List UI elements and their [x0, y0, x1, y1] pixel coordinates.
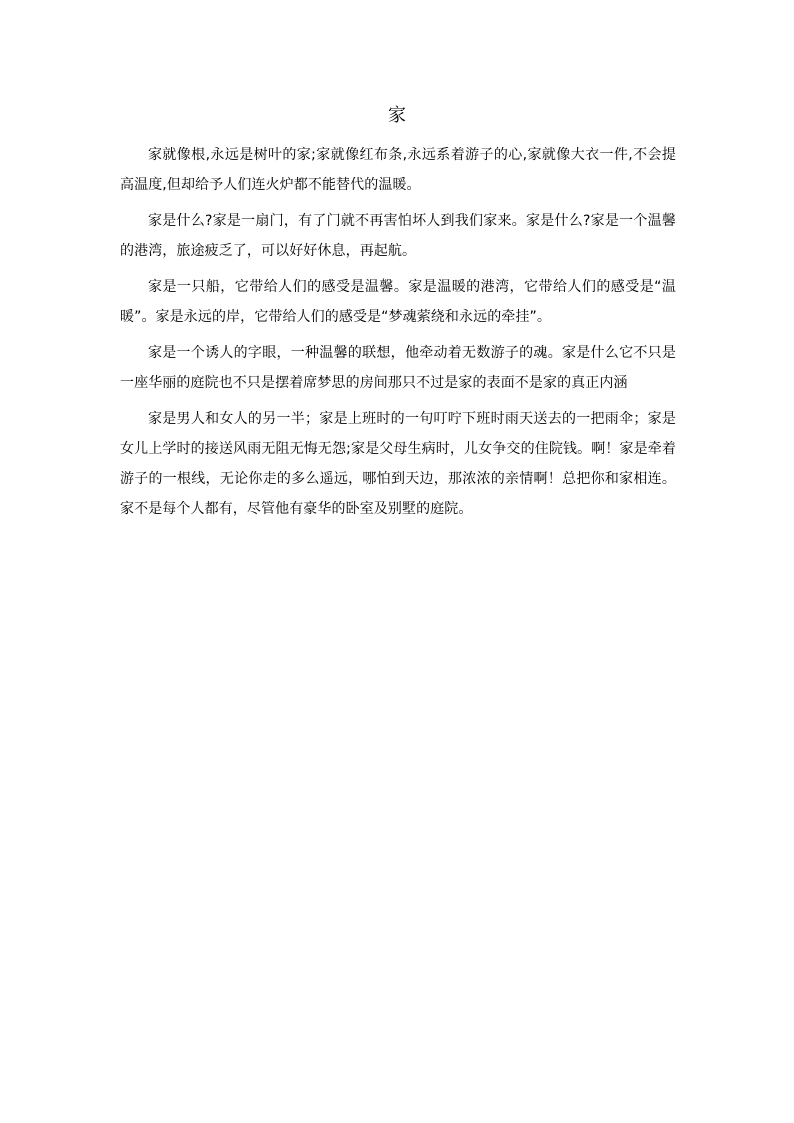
- paragraph-2: 家是什么?家是一扇门，有了门就不再害怕坏人到我们家来。家是什么?家是一个温馨的港湾，旅途疲乏了，可以好好休息，再起航。: [120, 213, 676, 259]
- paragraph-1: 家就像根,永远是树叶的家;家就像红布条,永远系着游子的心,家就像大衣一件,不会提高温度,但却给予人们连火炉都不能替代的温暖。: [120, 147, 676, 193]
- paragraph-5: 家是男人和女人的另一半；家是上班时的一句叮咛下班时雨天送去的一把雨伞；家是女儿上学时的接送风雨无阻无悔无怨;家是父母生病时，儿女争交的住院钱。啊！家是牵着游子的一根线，无论你走的多么遥远，哪怕到天边，那浓浓的亲情啊！总把你和家相连。家不是每个人都有，尽管他有豪华的卧室及别墅的庭院。: [120, 411, 676, 517]
- document-body: [120, 140, 676, 530]
- paragraph-4: 家是一个诱人的字眼，一种温馨的联想，他牵动着无数游子的魂。家是什么它不只是一座华丽的庭院也不只是摆着席梦思的房间那只不过是家的表面不是家的真正内涵: [120, 345, 676, 391]
- paragraph-3: 家是一只船，它带给人们的感受是温馨。家是温暖的港湾，它带给人们的感受是“温暖”。家是永远的岸，它带给人们的感受是“梦魂萦绕和永远的牵挂”。: [120, 279, 676, 325]
- page-title: 家: [388, 105, 406, 126]
